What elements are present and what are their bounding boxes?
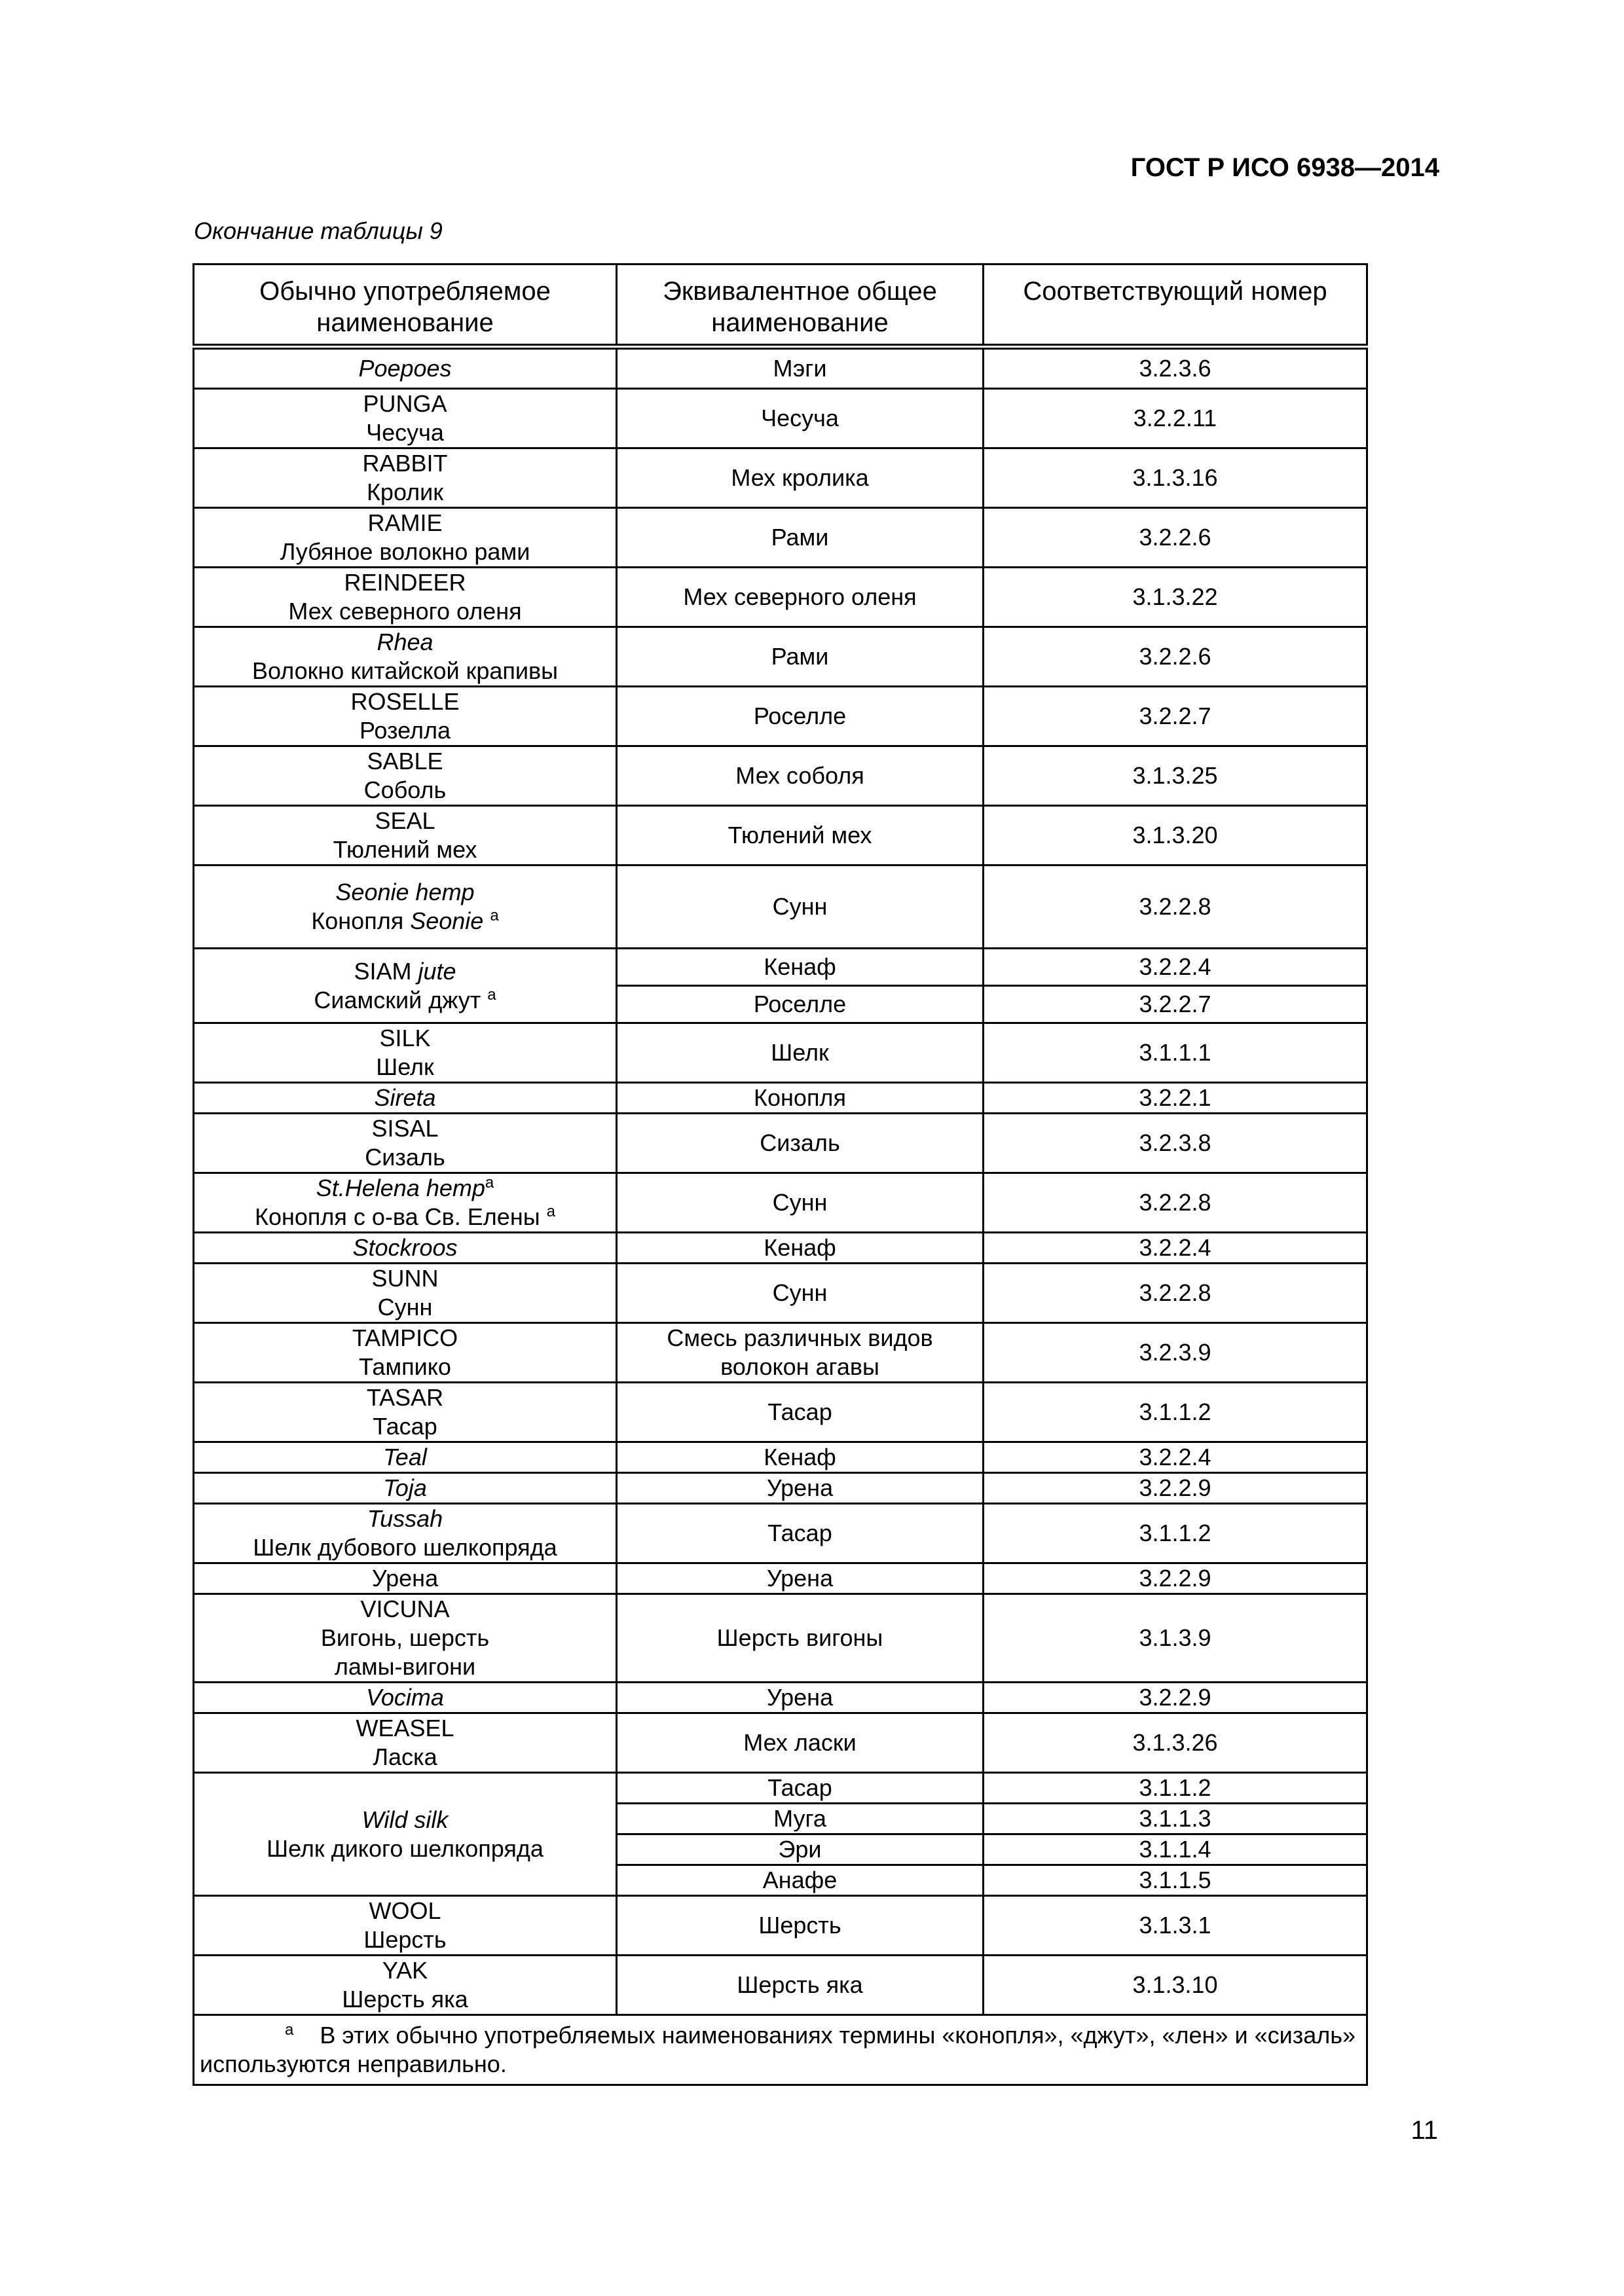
table-row bbox=[194, 1023, 1367, 1083]
cell-equivalent-name: Мех кролика bbox=[617, 448, 984, 508]
table-row bbox=[194, 1773, 1367, 1804]
cell-common-name: SABLE Соболь bbox=[194, 746, 617, 806]
cell-number: 3.2.2.6 bbox=[984, 508, 1367, 568]
cell-common-name: St.Helena hemp$^a$ Конопля с о-ва Св. Елены $^a$ bbox=[194, 1173, 617, 1233]
cell-common-name: ROSELLE Розелла bbox=[194, 687, 617, 746]
cell-common-name: PUNGA Чесуча bbox=[194, 389, 617, 448]
cell-number: 3.2.2.4 bbox=[984, 1233, 1367, 1264]
cell-number: 3.2.2.9 bbox=[984, 1683, 1367, 1713]
footnote-marker: a bbox=[490, 907, 499, 924]
cell-number: 3.2.2.4 bbox=[984, 949, 1367, 986]
cell-equivalent-name: Мех ласки bbox=[617, 1713, 984, 1773]
cell-common-name: WEASEL Ласка bbox=[194, 1713, 617, 1773]
table-row bbox=[194, 1896, 1367, 1956]
cell-number: 3.2.3.9 bbox=[984, 1323, 1367, 1383]
cell-number: 3.1.3.26 bbox=[984, 1713, 1367, 1773]
table-caption: Окончание таблицы 9 bbox=[194, 217, 443, 244]
cell-equivalent-name: Рами bbox=[617, 627, 984, 687]
table-row bbox=[194, 508, 1367, 568]
cell-equivalent-name: Кенаф bbox=[617, 1442, 984, 1473]
cell-equivalent-name: Рами bbox=[617, 508, 984, 568]
table-footnote-row bbox=[194, 2015, 1367, 2085]
cell-number: 3.1.3.25 bbox=[984, 746, 1367, 806]
cell-equivalent-name: Мех соболя bbox=[617, 746, 984, 806]
page-number: 11 bbox=[1411, 2116, 1438, 2145]
cell-equivalent-name: Урена bbox=[617, 1473, 984, 1504]
table-row bbox=[194, 448, 1367, 508]
cell-common-name: TASAR Тасар bbox=[194, 1383, 617, 1442]
cell-common-name: Tussah Шелк дубового шелкопряда bbox=[194, 1504, 617, 1563]
cell-number: 3.2.2.8 bbox=[984, 866, 1367, 949]
cell-number: 3.2.3.6 bbox=[984, 347, 1367, 389]
cell-number: 3.1.3.10 bbox=[984, 1956, 1367, 2015]
cell-number: 3.2.2.9 bbox=[984, 1473, 1367, 1504]
cell-equivalent-name: Роселле bbox=[617, 986, 984, 1023]
cell-common-name: Poepoes bbox=[194, 347, 617, 389]
column-header-number: Соответствующий номер bbox=[984, 264, 1367, 347]
cell-common-name: WOOL Шерсть bbox=[194, 1896, 617, 1956]
document-standard-header: ГОСТ Р ИСО 6938—2014 bbox=[1130, 153, 1439, 182]
cell-number: 3.1.3.22 bbox=[984, 568, 1367, 627]
cell-common-name: Урена bbox=[194, 1563, 617, 1594]
cell-common-name: Teal bbox=[194, 1442, 617, 1473]
table-row bbox=[194, 806, 1367, 866]
cell-common-name: REINDEER Мех северного оленя bbox=[194, 568, 617, 627]
footnote-marker: a bbox=[546, 1203, 555, 1220]
table-row bbox=[194, 627, 1367, 687]
footnote-marker: a bbox=[487, 985, 496, 1004]
cell-equivalent-name: Кенаф bbox=[617, 1233, 984, 1264]
cell-common-name: Vocima bbox=[194, 1683, 617, 1713]
cell-number: 3.2.2.6 bbox=[984, 627, 1367, 687]
cell-equivalent-name: Кенаф bbox=[617, 949, 984, 986]
cell-common-name: Stockroos bbox=[194, 1233, 617, 1264]
cell-number: 3.1.1.2 bbox=[984, 1773, 1367, 1804]
cell-number: 3.1.1.3 bbox=[984, 1804, 1367, 1834]
cell-equivalent-name: Шерсть вигоны bbox=[617, 1594, 984, 1683]
table-row bbox=[194, 1083, 1367, 1114]
cell-equivalent-name: Сизаль bbox=[617, 1114, 984, 1173]
table-row bbox=[194, 1264, 1367, 1323]
cell-equivalent-name: Анафе bbox=[617, 1865, 984, 1896]
table-row bbox=[194, 1442, 1367, 1473]
cell-common-name: SEAL Тюлений мех bbox=[194, 806, 617, 866]
cell-number: 3.1.1.1 bbox=[984, 1023, 1367, 1083]
cell-equivalent-name: Тасар bbox=[617, 1504, 984, 1563]
table-row bbox=[194, 347, 1367, 389]
cell-number: 3.2.3.8 bbox=[984, 1114, 1367, 1173]
cell-number: 3.1.3.9 bbox=[984, 1594, 1367, 1683]
table-row bbox=[194, 949, 1367, 986]
cell-common-name: Seonie hemp Конопля Seonie $^a$ bbox=[194, 866, 617, 949]
table-row bbox=[194, 389, 1367, 448]
cell-number: 3.2.2.1 bbox=[984, 1083, 1367, 1114]
table-row bbox=[194, 1173, 1367, 1233]
cell-common-name: SISAL Сизаль bbox=[194, 1114, 617, 1173]
cell-equivalent-name: Конопля bbox=[617, 1083, 984, 1114]
cell-equivalent-name: Шерсть яка bbox=[617, 1956, 984, 2015]
table-row bbox=[194, 687, 1367, 746]
cell-equivalent-name: Шерсть bbox=[617, 1896, 984, 1956]
cell-common-name: Wild silk Шелк дикого шелкопряда bbox=[194, 1773, 617, 1896]
cell-common-name: RABBIT Кролик bbox=[194, 448, 617, 508]
table-row bbox=[194, 1323, 1367, 1383]
cell-number: 3.1.1.2 bbox=[984, 1383, 1367, 1442]
cell-equivalent-name: Мех северного оленя bbox=[617, 568, 984, 627]
table-row bbox=[194, 866, 1367, 949]
cell-common-name: SILK Шелк bbox=[194, 1023, 617, 1083]
table-row bbox=[194, 1114, 1367, 1173]
cell-number: 3.2.2.8 bbox=[984, 1264, 1367, 1323]
table-footnote: $^a$ В этих обычно употребляемых наименованиях термины «конопля», «джут», «лен» и «сизаль» используются неправильно. bbox=[194, 2015, 1367, 2085]
cell-common-name: YAK Шерсть яка bbox=[194, 1956, 617, 2015]
cell-common-name: VICUNA Вигонь, шерсть ламы-вигони bbox=[194, 1594, 617, 1683]
cell-number: 3.2.2.7 bbox=[984, 687, 1367, 746]
cell-number: 3.1.1.2 bbox=[984, 1504, 1367, 1563]
table-row bbox=[194, 1956, 1367, 2015]
cell-number: 3.1.1.4 bbox=[984, 1834, 1367, 1865]
cell-equivalent-name: Урена bbox=[617, 1683, 984, 1713]
cell-common-name: Sireta bbox=[194, 1083, 617, 1114]
cell-equivalent-name: Мэги bbox=[617, 347, 984, 389]
cell-equivalent-name: Урена bbox=[617, 1563, 984, 1594]
cell-equivalent-name: Тюлений мех bbox=[617, 806, 984, 866]
table-row bbox=[194, 1683, 1367, 1713]
cell-number: 3.2.2.8 bbox=[984, 1173, 1367, 1233]
cell-number: 3.2.2.4 bbox=[984, 1442, 1367, 1473]
table-row bbox=[194, 1504, 1367, 1563]
cell-equivalent-name: Тасар bbox=[617, 1383, 984, 1442]
cell-number: 3.2.2.9 bbox=[984, 1563, 1367, 1594]
cell-common-name: RAMIE Лубяное волокно рами bbox=[194, 508, 617, 568]
cell-common-name: TAMPICO Тампико bbox=[194, 1323, 617, 1383]
table-header-row bbox=[194, 264, 1367, 347]
cell-common-name: SIAM jute Сиамский джут $^a$ bbox=[194, 949, 617, 1023]
cell-equivalent-name: Сунн bbox=[617, 866, 984, 949]
column-header-common-name: Обычно употребляемое наименование bbox=[194, 264, 617, 347]
cell-equivalent-name: Сунн bbox=[617, 1264, 984, 1323]
table-row bbox=[194, 746, 1367, 806]
footnote-text: В этих обычно употребляемых наименованиях термины «конопля», «джут», «лен» и «сизаль» используются неправильно. bbox=[200, 2022, 1356, 2077]
cell-number: 3.2.2.11 bbox=[984, 389, 1367, 448]
column-header-equivalent-name: Эквивалентное общее наименование bbox=[617, 264, 984, 347]
cell-equivalent-name: Смесь различных видов волокон агавы bbox=[617, 1323, 984, 1383]
cell-equivalent-name: Сунн bbox=[617, 1173, 984, 1233]
cell-equivalent-name: Эри bbox=[617, 1834, 984, 1865]
table-row bbox=[194, 1594, 1367, 1683]
cell-number: 3.2.2.7 bbox=[984, 986, 1367, 1023]
table-row bbox=[194, 1473, 1367, 1504]
table-row bbox=[194, 1233, 1367, 1264]
table-row bbox=[194, 1713, 1367, 1773]
cell-equivalent-name: Чесуча bbox=[617, 389, 984, 448]
cell-number: 3.1.3.16 bbox=[984, 448, 1367, 508]
cell-common-name: Toja bbox=[194, 1473, 617, 1504]
cell-equivalent-name: Шелк bbox=[617, 1023, 984, 1083]
cell-equivalent-name: Роселле bbox=[617, 687, 984, 746]
cell-common-name: Rhea Волокно китайской крапивы bbox=[194, 627, 617, 687]
cell-number: 3.1.3.1 bbox=[984, 1896, 1367, 1956]
footnote-marker: a bbox=[485, 1174, 494, 1192]
fiber-names-table bbox=[193, 263, 1368, 2086]
cell-common-name: SUNN Сунн bbox=[194, 1264, 617, 1323]
cell-equivalent-name: Муга bbox=[617, 1804, 984, 1834]
table-row bbox=[194, 568, 1367, 627]
table-row bbox=[194, 1563, 1367, 1594]
table-row bbox=[194, 1383, 1367, 1442]
cell-number: 3.1.1.5 bbox=[984, 1865, 1367, 1896]
cell-equivalent-name: Тасар bbox=[617, 1773, 984, 1804]
cell-number: 3.1.3.20 bbox=[984, 806, 1367, 866]
